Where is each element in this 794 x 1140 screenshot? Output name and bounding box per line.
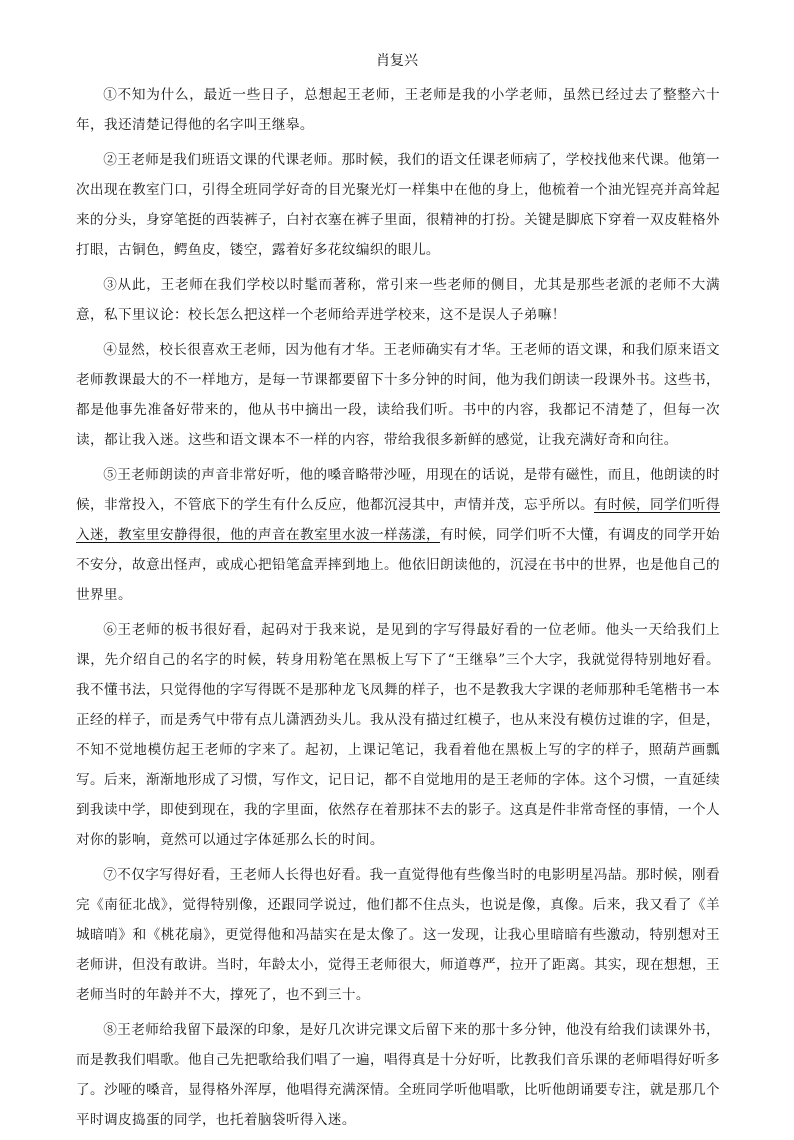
paragraph-5-lead: ⑤王老师朗读的声音非常好听，他的嗓音略带沙哑，用现在的话说，是带有磁性，而且，他朗读的时候，非常投入，不管底下的学生有什么反应，他都沉浸其中，声情并茂，忘乎所以。 <box>76 467 720 513</box>
paragraph-5 <box>76 460 720 610</box>
paragraph-1: ①不知为什么，最近一些日子，总想起王老师，王老师是我的小学老师，虽然已经过去了整整六十年，我还清楚记得他的名字叫王继皋。 <box>76 87 720 133</box>
author-name: 肖复兴 <box>376 53 418 69</box>
paragraph-6: ⑥王老师的板书很好看，起码对于我来说，是见到的字写得最好看的一位老师。他头一天给我们上课，先介绍自己的名字的时候，转身用粉笔在黑板上写下了“王继皋”三个大字，我就觉得特别地好看。我不懂书法，只觉得他的字写得既不是那种龙飞凤舞的样子，也不是教我大字课的老师那种毛笔楷书一本正经的样子，而是秀气中带有点儿潇洒劲头儿。我从没有描过红模子，也从来没有模仿过谁的字，但是，不知不觉地模仿起王老师的字来了。起初，上课记笔记，我看着他在黑板上写的字的样子，照葫芦画瓢写。后来，渐渐地形成了习惯，写作文，记日记，都不自觉地用的是王老师的字体。这个习惯，一直延续到我读中学，即使到现在，我的字里面，依然存在着那抹不去的影子。这真是件非常奇怪的事情，一个人对你的影响，竟然可以通过字体延那么长的时间。 <box>76 622 720 848</box>
paragraph-5-tail: 有时候，同学们听不大懂，有调皮的同学开始不安分，故意出怪声，或成心把铅笔盒弄摔到地上。他依旧朗读他的，沉浸在书中的世界，也是他自己的世界里。 <box>76 527 720 603</box>
paragraph-7: ⑦不仅字写得好看，王老师人长得也好看。我一直觉得他有些像当时的电影明星冯喆。那时候，刚看完《南征北战》，觉得特别像，还跟同学说过，他们都不住点头，也说是像，真像。后来，我又看了《羊城暗哨》和《桃花扇》，更觉得他和冯喆实在是太像了。这一发现，让我心里暗暗有些激动，特别想对王老师讲，但没有敢讲。当时，年龄太小，觉得王老师很大，师道尊严，拉开了距离。其实，现在想想，王老师当时的年龄并不大，撑死了，也不到三十。 <box>76 867 720 1003</box>
paragraph-4: ④显然，校长很喜欢王老师，因为他有才华。王老师确实有才华。王老师的语文课，和我们原来语文老师教课最大的不一样地方，是每一节课都要留下十多分钟的时间，他为我们朗读一段课外书。这些书，都是他事先准备好带来的，他从书中摘出一段，读给我们听。书中的内容，我都记不清楚了，但每一次读，都让我入迷。这些和语文课本不一样的内容，带给我很多新鲜的感觉，让我充满好奇和向往。 <box>76 342 720 448</box>
underlined-sentence: 有时候，同学们听得入迷，教室里安静得很，他的声音在教室里水波一样荡漾， <box>76 497 720 543</box>
paragraph-3: ③从此，王老师在我们学校以时髦而著称，常引来一些老师的侧目，尤其是那些老派的老师不大满意，私下里议论：校长怎么把这样一个老师给弄进学校来，这不是误人子弟嘛！ <box>76 277 720 323</box>
article-body <box>76 80 720 1140</box>
paragraph-8: ⑧王老师给我留下最深的印象，是好几次讲完课文后留下来的那十多分钟，他没有给我们读课外书，而是教我们唱歌。他自己先把歌给我们唱了一遍，唱得真是十分好听，比教我们音乐课的老师唱得好听多了。沙哑的嗓音，显得格外浑厚，他唱得充满深情。全班同学听他唱歌，比听他朗诵要专注，就是那几个平时调皮捣蛋的同学，也托着脑袋听得入迷。 <box>76 1022 720 1128</box>
paragraph-2: ②王老师是我们班语文课的代课老师。那时候，我们的语文任课老师病了，学校找他来代课。他第一次出现在教室门口，引得全班同学好奇的目光聚光灯一样集中在他的身上，他梳着一个油光锃亮并高耸起来的分头，身穿笔挺的西装裤子，白衬衣塞在裤子里面，很精神的打扮。关键是脚底下穿着一双皮鞋格外打眼，古铜色，鳄鱼皮，镂空，露着好多花纹编织的眼儿。 <box>76 152 720 258</box>
